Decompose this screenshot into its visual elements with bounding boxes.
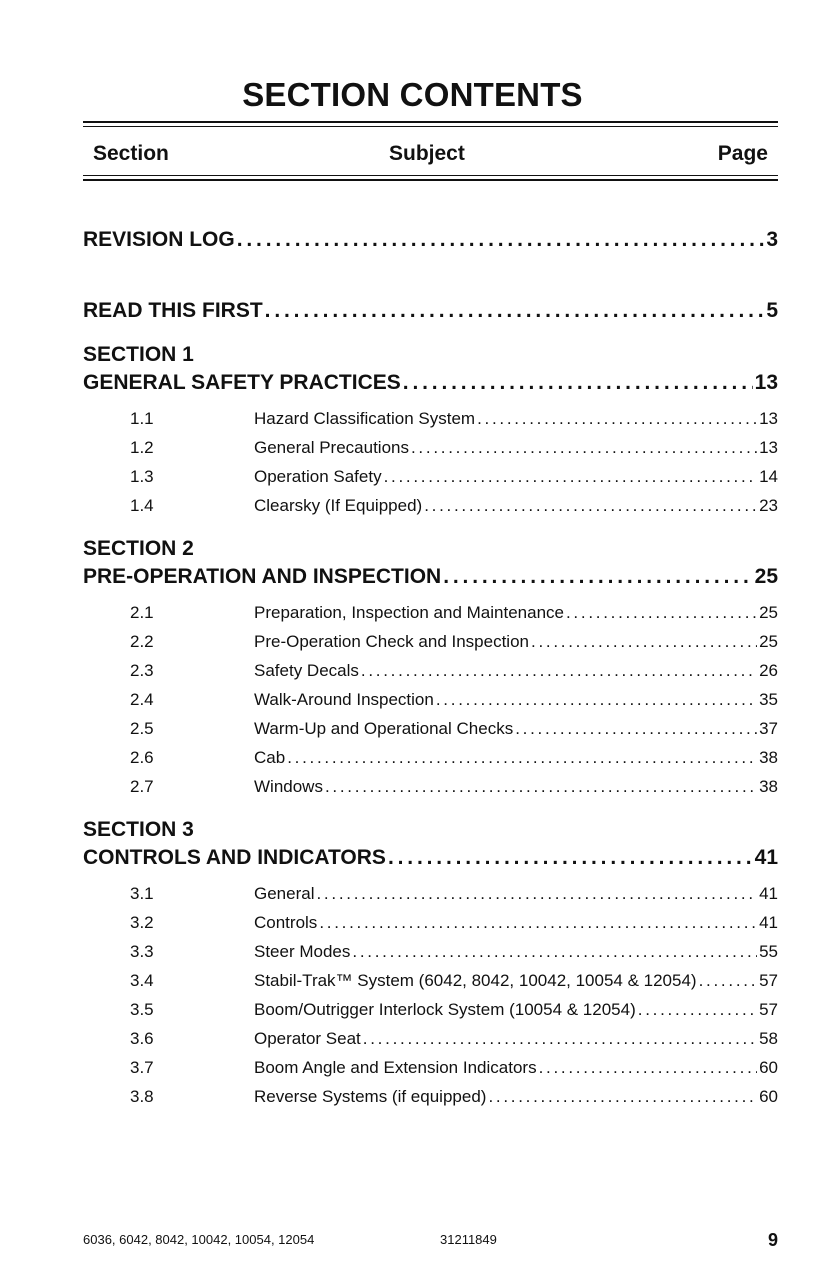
dot-leader xyxy=(443,565,752,589)
subentry-number: 3.3 xyxy=(130,942,154,961)
subentry-number: 1.1 xyxy=(130,409,154,428)
subentry-page: 25 xyxy=(759,632,778,651)
subentry-label: Stabil-Trak™ System (6042, 8042, 10042, 10054 & 12054) xyxy=(254,971,697,990)
subentry-label: Controls xyxy=(254,913,318,932)
dot-leader xyxy=(531,632,757,652)
dot-leader xyxy=(319,913,757,933)
dot-leader xyxy=(403,371,753,395)
subentry-number: 1.4 xyxy=(130,496,154,515)
subentry-number: 2.3 xyxy=(130,661,154,680)
subentry-label: Preparation, Inspection and Maintenance xyxy=(254,603,564,622)
subentry-number: 3.5 xyxy=(130,1000,154,1019)
toc-entry-read-this-first[interactable] xyxy=(83,299,778,325)
toc-subentry[interactable] xyxy=(83,1087,778,1109)
toc-entry-section-3[interactable] xyxy=(83,846,778,872)
subentry-label: Boom/Outrigger Interlock System (10054 & 12054) xyxy=(254,1000,636,1019)
toc-entry-label: PRE-OPERATION AND INSPECTION xyxy=(83,565,442,588)
dot-leader xyxy=(436,690,757,710)
subentry-label: Safety Decals xyxy=(254,661,359,680)
toc-entry-label: CONTROLS AND INDICATORS xyxy=(83,846,386,869)
subentry-number: 2.7 xyxy=(130,777,154,796)
subentry-label: Operation Safety xyxy=(254,467,382,486)
subentry-label: Warm-Up and Operational Checks xyxy=(254,719,514,738)
footer-models: 6036, 6042, 8042, 10042, 10054, 12054 xyxy=(83,1232,315,1247)
dot-leader xyxy=(384,467,758,487)
toc-subentry[interactable] xyxy=(83,748,778,770)
subentry-page: 13 xyxy=(759,409,778,428)
toc-subentry[interactable] xyxy=(83,1058,778,1080)
subentry-label: Steer Modes xyxy=(254,942,351,961)
toc-subentry[interactable] xyxy=(83,632,778,654)
subentry-page: 41 xyxy=(759,884,778,903)
toc-entry-label: REVISION LOG xyxy=(83,228,235,251)
subentry-number: 1.2 xyxy=(130,438,154,457)
toc-subentry[interactable] xyxy=(83,913,778,935)
subentry-page: 25 xyxy=(759,603,778,622)
subentry-number: 3.6 xyxy=(130,1029,154,1048)
subentry-page: 38 xyxy=(759,777,778,796)
dot-leader xyxy=(325,777,757,797)
footer-doc-number: 31211849 xyxy=(440,1232,497,1247)
subentry-page: 57 xyxy=(759,1000,778,1019)
toc-subentry[interactable] xyxy=(83,719,778,741)
toc-entry-label: GENERAL SAFETY PRACTICES xyxy=(83,371,401,394)
toc-subentry[interactable] xyxy=(83,1029,778,1051)
subentry-page: 13 xyxy=(759,438,778,457)
subentry-number: 2.5 xyxy=(130,719,154,738)
header-rule-bottom-thin xyxy=(83,175,778,176)
toc-subentry[interactable] xyxy=(83,467,778,489)
subentry-label: Reverse Systems (if equipped) xyxy=(254,1087,487,1106)
toc-subentry[interactable] xyxy=(83,777,778,799)
subentry-page: 60 xyxy=(759,1087,778,1106)
section-3-heading: SECTION 3 xyxy=(83,818,194,841)
dot-leader xyxy=(363,1029,757,1049)
subentry-page: 41 xyxy=(759,913,778,932)
subentry-label: Operator Seat xyxy=(254,1029,361,1048)
dot-leader xyxy=(515,719,757,739)
subentry-page: 57 xyxy=(759,971,778,990)
header-rule-top xyxy=(83,121,778,123)
subentry-number: 3.8 xyxy=(130,1087,154,1106)
subentry-number: 3.7 xyxy=(130,1058,154,1077)
toc-subentry[interactable] xyxy=(83,942,778,964)
dot-leader xyxy=(566,603,757,623)
subentry-number: 1.3 xyxy=(130,467,154,486)
toc-entry-label: READ THIS FIRST xyxy=(83,299,263,322)
dot-leader xyxy=(287,748,757,768)
dot-leader xyxy=(488,1087,757,1107)
subentry-label: Boom Angle and Extension Indicators xyxy=(254,1058,537,1077)
toc-subentry[interactable] xyxy=(83,1000,778,1022)
subentry-label: Clearsky (If Equipped) xyxy=(254,496,423,515)
dot-leader xyxy=(411,438,757,458)
subentry-number: 2.1 xyxy=(130,603,154,622)
toc-subentry[interactable] xyxy=(83,496,778,518)
dot-leader xyxy=(352,942,757,962)
subentry-number: 3.4 xyxy=(130,971,154,990)
subentry-page: 60 xyxy=(759,1058,778,1077)
subentry-label: Cab xyxy=(254,748,286,767)
footer-page-number: 9 xyxy=(767,1230,778,1250)
header-rule-top-thin xyxy=(83,126,778,127)
toc-subentry[interactable] xyxy=(83,438,778,460)
column-header-subject: Subject xyxy=(389,142,465,165)
subentry-page: 26 xyxy=(759,661,778,680)
subentry-number: 3.1 xyxy=(130,884,154,903)
dot-leader xyxy=(237,228,765,252)
section-2-heading: SECTION 2 xyxy=(83,537,194,560)
dot-leader xyxy=(477,409,757,429)
subentry-label: Pre-Operation Check and Inspection xyxy=(254,632,529,651)
dot-leader xyxy=(388,846,753,870)
dot-leader xyxy=(316,884,757,904)
toc-entry-page: 13 xyxy=(754,371,778,394)
subentry-label: Windows xyxy=(254,777,323,796)
subentry-label: General xyxy=(254,884,315,903)
toc-entry-page: 41 xyxy=(754,846,778,869)
column-header-section: Section xyxy=(93,142,169,165)
toc-subentry[interactable] xyxy=(83,690,778,712)
column-header-page: Page xyxy=(717,142,768,165)
toc-entry-section-2[interactable] xyxy=(83,565,778,591)
toc-subentry[interactable] xyxy=(83,661,778,683)
toc-entry-page: 25 xyxy=(754,565,778,588)
subentry-page: 58 xyxy=(759,1029,778,1048)
toc-subentry[interactable] xyxy=(83,409,778,431)
toc-entry-section-1[interactable] xyxy=(83,371,778,397)
subentry-page: 14 xyxy=(759,467,778,486)
section-1-heading: SECTION 1 xyxy=(83,343,194,366)
subentry-page: 37 xyxy=(759,719,778,738)
toc-entry-revision-log[interactable] xyxy=(83,228,778,254)
subentry-page: 23 xyxy=(759,496,778,515)
subentry-page: 35 xyxy=(759,690,778,709)
toc-subentry[interactable] xyxy=(83,603,778,625)
dot-leader xyxy=(539,1058,758,1078)
toc-subentry[interactable] xyxy=(83,884,778,906)
toc-entry-page: 3 xyxy=(766,228,778,251)
dot-leader xyxy=(424,496,757,516)
dot-leader xyxy=(361,661,757,681)
header-rule-bottom xyxy=(83,179,778,181)
subentry-label: Hazard Classification System xyxy=(254,409,476,428)
subentry-number: 2.2 xyxy=(130,632,154,651)
toc-subentry[interactable] xyxy=(83,971,778,993)
subentry-label: General Precautions xyxy=(254,438,409,457)
dot-leader xyxy=(638,1000,757,1020)
page-title: SECTION CONTENTS xyxy=(242,76,583,113)
subentry-page: 55 xyxy=(759,942,778,961)
subentry-page: 38 xyxy=(759,748,778,767)
subentry-label: Walk-Around Inspection xyxy=(254,690,434,709)
subentry-number: 2.6 xyxy=(130,748,154,767)
subentry-number: 2.4 xyxy=(130,690,154,709)
dot-leader xyxy=(699,971,757,991)
subentry-number: 3.2 xyxy=(130,913,154,932)
toc-entry-page: 5 xyxy=(766,299,778,322)
dot-leader xyxy=(265,299,765,323)
